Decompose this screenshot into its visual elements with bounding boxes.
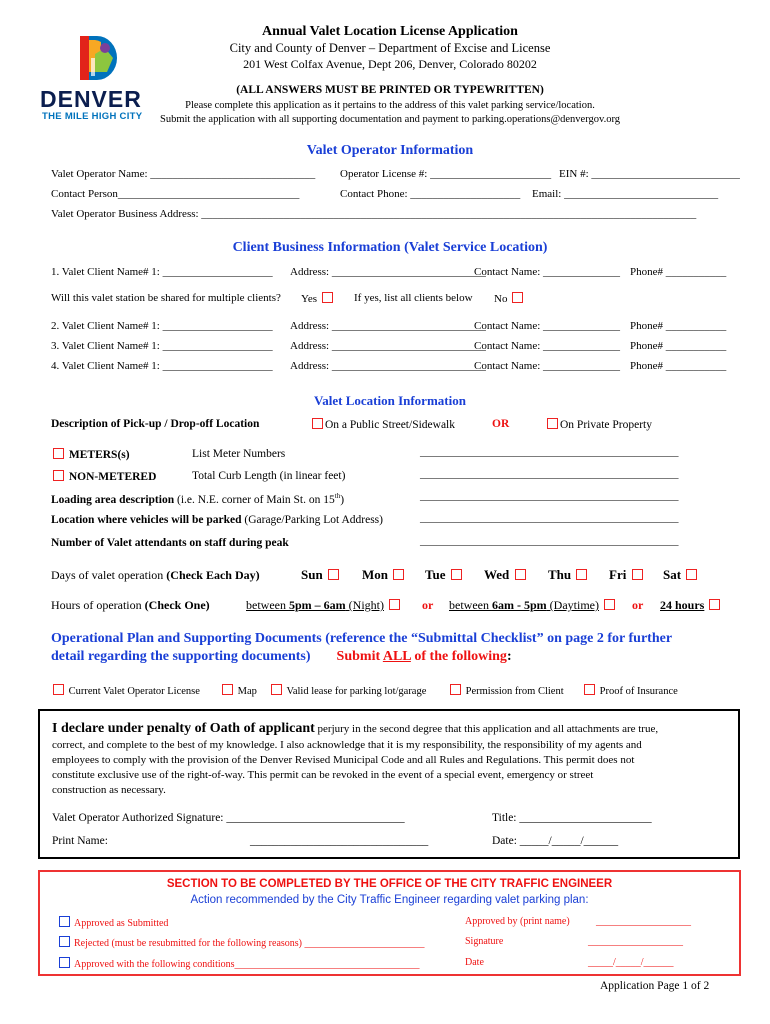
title-field[interactable]: Title: _______________________ [492, 812, 652, 824]
night-checkbox[interactable] [389, 599, 400, 610]
loading-area-line[interactable]: _______________________________________________ [420, 490, 679, 502]
doc-checkbox[interactable] [584, 684, 595, 695]
office-signature-field[interactable]: ___________________ [588, 936, 683, 947]
day-label: Mon [362, 567, 388, 582]
meter-numbers-line[interactable]: _______________________________________________ [420, 446, 679, 458]
approved-checkbox[interactable] [59, 916, 70, 927]
loading-area-bold: Loading area description [51, 493, 175, 506]
public-street-label: On a Public Street/Sidewalk [325, 419, 455, 431]
night-range: 5pm – 6am [288, 598, 346, 612]
approved-label: Approved as Submitted [74, 918, 169, 929]
declaration-bold: I declare under penalty of Oath of applicant [52, 721, 315, 736]
declaration-line2: correct, and complete to the best of my knowledge. I also acknowledge that it is my responsibility, the responsibility of my agents and [52, 739, 642, 751]
shared-question: Will this valet station be shared for multiple clients? [51, 292, 281, 304]
24-hours-label: 24 hours [660, 598, 705, 612]
hours-check-note: (Check One) [144, 598, 210, 612]
day-suffix: (Daytime) [546, 598, 599, 612]
curb-length-label: Total Curb Length (in linear feet) [192, 470, 346, 482]
office-heading: SECTION TO BE COMPLETED BY THE OFFICE OF THE CITY TRAFFIC ENGINEER [166, 878, 613, 890]
doc-map[interactable] [220, 684, 257, 697]
day-fri[interactable] [609, 567, 645, 583]
day-label: Sat [663, 567, 682, 582]
day-wed[interactable] [484, 567, 528, 583]
client-address-field[interactable]: Address: ____________________________ [290, 320, 486, 332]
day-label: Tue [425, 567, 446, 582]
date-field[interactable]: Date: _____/_____/______ [492, 835, 619, 847]
plan-heading-detail: detail regarding the supporting documents) [51, 649, 311, 664]
non-metered-option[interactable] [51, 470, 156, 483]
client-address-field[interactable]: Address: ____________________________ [290, 340, 486, 352]
attendants-label: Number of Valet attendants on staff during peak [51, 537, 289, 549]
or-label: or [422, 598, 434, 612]
doc-label: Permission from Client [465, 686, 564, 697]
printed-note: (ALL ANSWERS MUST BE PRINTED OR TYPEWRITTEN) [236, 84, 544, 96]
business-address-field[interactable]: Valet Operator Business Address: __________________________________________________________________________________________ [51, 208, 697, 220]
day-mon[interactable] [362, 567, 406, 583]
daytime-checkbox[interactable] [604, 599, 615, 610]
hours-label-text: Hours of operation [51, 598, 142, 612]
address: 201 West Colfax Avenue, Dept 206, Denver, Colorado 80202 [243, 57, 537, 71]
client-name-field[interactable]: 4. Valet Client Name# 1: ____________________ [51, 360, 273, 372]
ein-field[interactable]: EIN #: ___________________________ [559, 168, 740, 180]
doc-permission[interactable] [448, 684, 564, 697]
days-label [51, 568, 260, 583]
day-checkbox[interactable] [632, 569, 643, 580]
day-checkbox[interactable] [393, 569, 404, 580]
declaration-text1: perjury in the second degree that this application and all attachments are true, [314, 723, 659, 735]
office-section [38, 870, 741, 976]
submit-all: ALL [382, 649, 411, 664]
day-label: Wed [484, 567, 510, 582]
night-suffix: (Night) [345, 598, 384, 612]
description-label: Description of Pick-up / Drop-off Location [51, 418, 260, 430]
approved-option[interactable] [59, 916, 168, 929]
client-phone-field[interactable]: Phone# ___________ [630, 320, 727, 332]
day-checkbox[interactable] [686, 569, 697, 580]
hours-label [51, 598, 210, 613]
instruction-1: Please complete this application as it pertains to the address of this valet parking service/location. [185, 100, 595, 111]
client-phone-field[interactable]: Phone# ___________ [630, 360, 727, 372]
plan-heading-line1: Operational Plan and Supporting Documents (reference the “Submittal Checklist” on page 2 for further [51, 631, 673, 646]
client-address-field[interactable]: Address: ____________________________ [290, 360, 486, 372]
24-hours-option[interactable] [660, 598, 722, 613]
meter-numbers-label: List Meter Numbers [192, 448, 286, 460]
curb-length-line[interactable]: _______________________________________________ [420, 468, 679, 480]
logo-tagline: THE MILE HIGH CITY [42, 111, 143, 122]
client-contact-field[interactable]: Contact Name: ______________ [474, 266, 621, 278]
conditions-label: Approved with the following conditions_____________________________________ [74, 959, 420, 970]
day-checkbox[interactable] [328, 569, 339, 580]
declaration-box [38, 709, 740, 859]
client-name-field[interactable]: 2. Valet Client Name# 1: ____________________ [51, 320, 273, 332]
day-label: Thu [548, 567, 572, 582]
day-checkbox[interactable] [515, 569, 526, 580]
page-number: Application Page 1 of 2 [600, 980, 710, 992]
doc-label: Proof of Insurance [599, 686, 678, 697]
plan-heading-line2 [51, 649, 512, 665]
day-checkbox[interactable] [576, 569, 587, 580]
24-hours-checkbox[interactable] [709, 599, 720, 610]
non-metered-checkbox[interactable] [53, 470, 64, 481]
doc-checkbox[interactable] [271, 684, 282, 695]
contact-phone-field[interactable]: Contact Phone: ____________________ [340, 188, 521, 200]
conditions-checkbox[interactable] [59, 957, 70, 968]
submit-post: of the following [410, 649, 507, 664]
declaration-line1 [52, 721, 658, 737]
doc-label: Map [237, 686, 257, 697]
day-label: Fri [609, 567, 627, 582]
doc-label: Valid lease for parking lot/garage [286, 686, 427, 697]
client-contact-field[interactable]: Contact Name: ______________ [474, 320, 621, 332]
parking-location-line[interactable]: _______________________________________________ [420, 512, 679, 524]
form-title: Annual Valet Location License Application [262, 24, 518, 39]
day-label: Sun [301, 567, 323, 582]
doc-checkbox[interactable] [53, 684, 64, 695]
print-name-label: Print Name: [52, 835, 108, 847]
day-prefix: between [449, 598, 492, 612]
client-name-field[interactable]: 1. Valet Client Name# 1: ____________________ [51, 266, 273, 278]
meters-label: METERS(s) [68, 449, 130, 461]
operator-name-field[interactable]: Valet Operator Name: ______________________________ [51, 168, 316, 180]
public-street-option[interactable] [310, 418, 455, 431]
submit-pre: Submit [336, 649, 383, 664]
email-field[interactable]: Email: ____________________________ [532, 188, 719, 200]
office-date-field[interactable]: _____/_____/______ [588, 957, 674, 968]
shared-yes[interactable] [301, 292, 335, 305]
denver-d-logo-icon [78, 34, 118, 82]
approved-by-field[interactable]: ___________________ [596, 916, 691, 927]
client-phone-field[interactable]: Phone# ___________ [630, 340, 727, 352]
doc-checkbox[interactable] [222, 684, 233, 695]
client-name-field[interactable]: 3. Valet Client Name# 1: ____________________ [51, 340, 273, 352]
yes-checkbox[interactable] [322, 292, 333, 303]
no-label: No [494, 293, 508, 305]
day-sun[interactable] [301, 567, 341, 583]
declaration-line3: employees to comply with the provision of the Denver Revised Municipal Code and all Rules and Regulations. This permit does not [52, 754, 635, 766]
approved-by-label: Approved by (print name) [465, 916, 570, 927]
days-check-note: (Check Each Day) [166, 568, 260, 582]
public-street-checkbox[interactable] [312, 418, 323, 429]
location-heading: Valet Location Information [314, 393, 466, 408]
conditions-option[interactable] [59, 957, 420, 970]
client-contact-field[interactable]: Contact Name: ______________ [474, 340, 621, 352]
client-phone-field[interactable]: Phone# ___________ [630, 266, 727, 278]
if-yes-note: If yes, list all clients below [354, 292, 473, 304]
office-subheading: Action recommended by the City Traffic Engineer regarding valet parking plan: [190, 894, 589, 906]
attendants-line[interactable]: _______________________________________________ [420, 535, 679, 547]
loading-area-label [51, 492, 344, 506]
loading-area-example: (i.e. N.E. corner of Main St. on 15 [176, 493, 335, 506]
office-signature-label: Signature [465, 936, 504, 947]
doc-checkbox[interactable] [450, 684, 461, 695]
loading-area-end: ) [340, 493, 345, 506]
doc-current-license[interactable] [51, 684, 200, 697]
meters-checkbox[interactable] [53, 448, 64, 459]
private-property-checkbox[interactable] [547, 418, 558, 429]
or-label: or [632, 598, 644, 612]
parking-location-note: (Garage/Parking Lot Address) [244, 514, 383, 526]
office-date-label: Date [465, 957, 484, 968]
loading-area-sup: th [334, 492, 341, 500]
contact-person-field[interactable]: Contact Person_________________________________ [51, 188, 300, 200]
day-hours-option[interactable] [449, 598, 617, 613]
private-property-option[interactable] [545, 418, 652, 431]
parking-location-bold: Location where vehicles will be parked [51, 514, 242, 526]
logo-wordmark: DENVER [40, 86, 142, 112]
shared-no[interactable] [494, 292, 525, 305]
declaration-line5: construction as necessary. [52, 784, 166, 796]
operator-license-field[interactable]: Operator License #: ______________________ [340, 168, 552, 180]
doc-label: Current Valet Operator License [68, 686, 200, 697]
rejected-checkbox[interactable] [59, 936, 70, 947]
doc-insurance[interactable] [582, 684, 678, 697]
non-metered-label: NON-METERED [68, 471, 157, 483]
day-range: 6am - 5pm [491, 598, 547, 612]
day-tue[interactable] [425, 567, 464, 583]
client-contact-field[interactable]: Contact Name: ______________ [474, 360, 621, 372]
submit-colon: : [506, 649, 512, 664]
instruction-2: Submit the application with all supporting documentation and payment to parking.operations@denvergov.org [159, 114, 621, 125]
signature-field[interactable]: Valet Operator Authorized Signature: _______________________________ [52, 812, 405, 824]
operator-heading: Valet Operator Information [306, 143, 474, 158]
parking-location-label [51, 514, 383, 526]
day-thu[interactable] [548, 567, 589, 583]
day-sat[interactable] [663, 567, 699, 583]
yes-label: Yes [301, 293, 318, 305]
declaration-line4: constitute exclusive use of the right-of-way. This permit can be revoked in the event of a special event, emergency or street [52, 769, 594, 781]
or-label: OR [492, 418, 510, 430]
client-address-field[interactable]: Address: ____________________________ [290, 266, 486, 278]
department: City and County of Denver – Department of Excise and License [229, 41, 551, 55]
print-name-field[interactable]: _______________________________ [250, 835, 429, 847]
day-checkbox[interactable] [451, 569, 462, 580]
meters-option[interactable] [51, 448, 130, 461]
no-checkbox[interactable] [512, 292, 523, 303]
rejected-option[interactable] [59, 936, 425, 949]
rejected-label: Rejected (must be resubmitted for the following reasons) ________________________ [74, 938, 425, 949]
client-heading: Client Business Information (Valet Service Location) [232, 240, 548, 255]
private-property-label: On Private Property [560, 419, 652, 431]
doc-lease[interactable] [269, 684, 426, 697]
night-prefix: between [246, 598, 289, 612]
night-hours-option[interactable] [246, 598, 402, 613]
days-label-text: Days of valet operation [51, 568, 164, 582]
